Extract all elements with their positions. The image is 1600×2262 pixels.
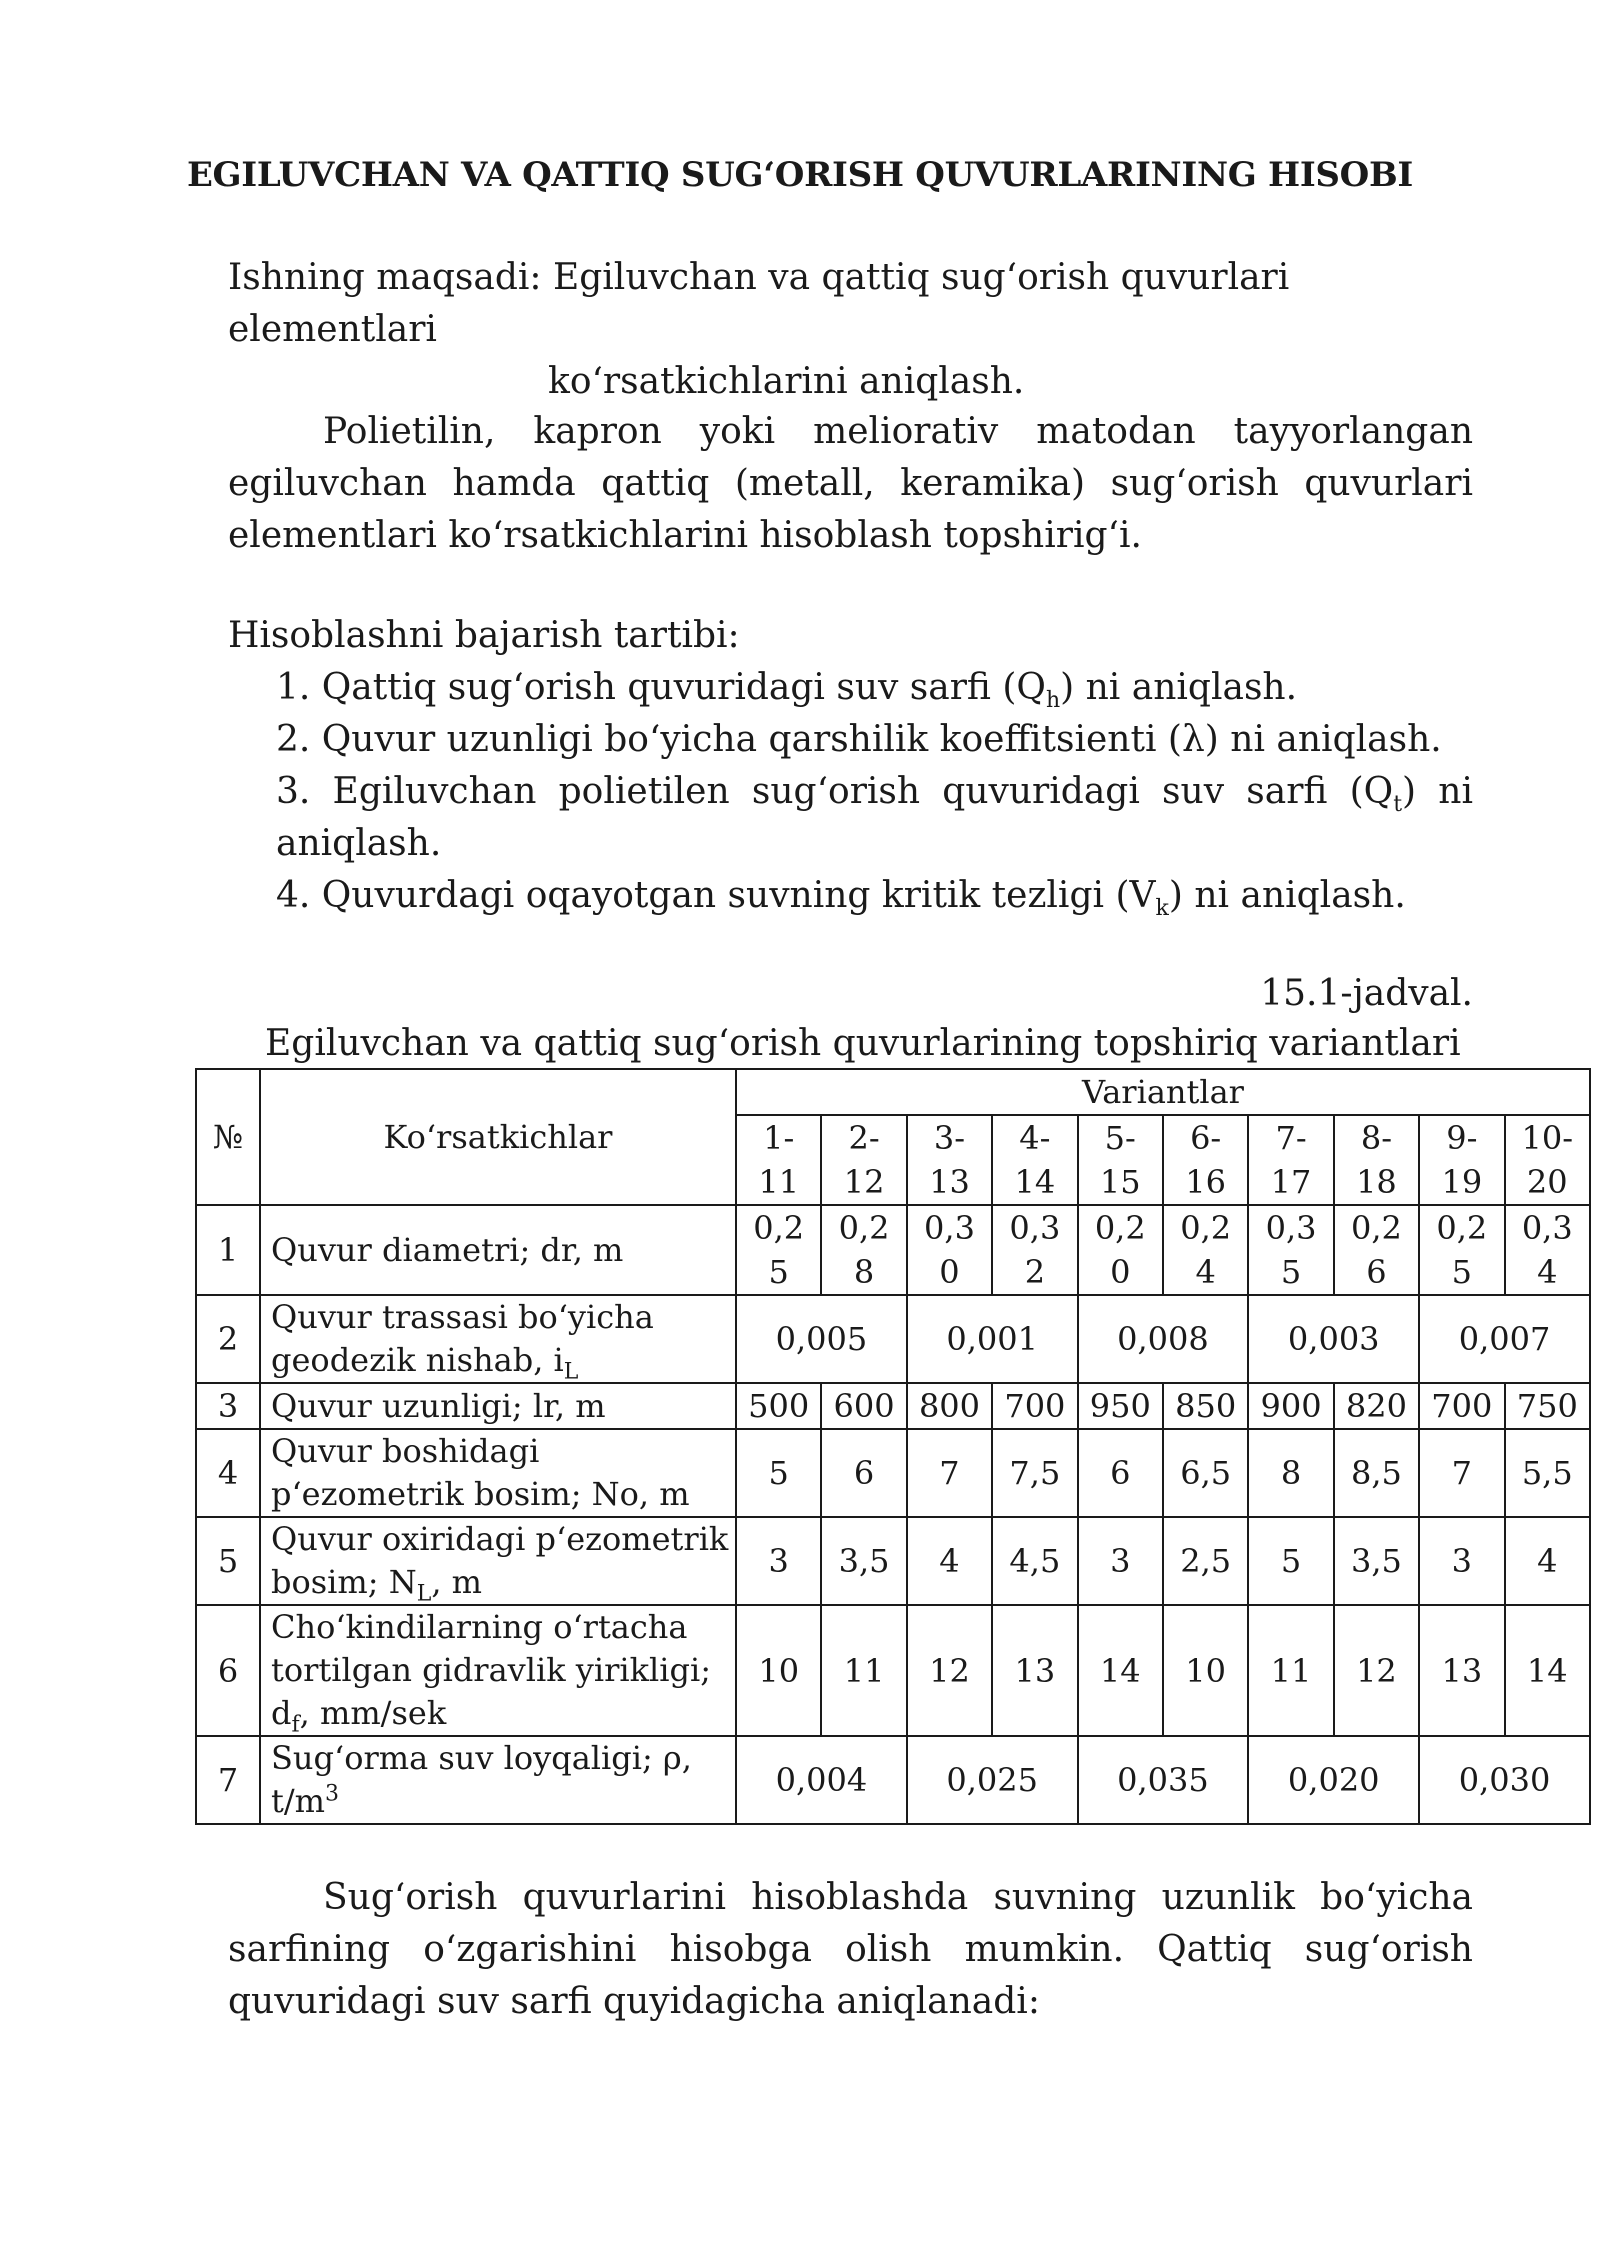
value-cell: 12 bbox=[907, 1605, 992, 1736]
row-number: 7 bbox=[196, 1736, 260, 1824]
table-header-row bbox=[196, 1069, 1590, 1115]
value-cell: 500 bbox=[736, 1383, 821, 1429]
value-cell: 0,020 bbox=[1248, 1736, 1419, 1824]
value-cell: 0,3 2 bbox=[992, 1205, 1077, 1295]
header-variants: Variantlar bbox=[736, 1069, 1590, 1115]
table-row bbox=[196, 1517, 1590, 1605]
step-item: 4. Quvurdagi oqayotgan suvning kritik tezligi $(V_k)$ ni aniqlash. bbox=[276, 875, 1406, 922]
variant-header: 10- 20 bbox=[1505, 1115, 1590, 1205]
value-cell: 5 bbox=[736, 1429, 821, 1517]
row-label: Quvur boshidagi p‘ezometrik bosim; No, m bbox=[260, 1429, 736, 1517]
variant-header: 1- 11 bbox=[736, 1115, 821, 1205]
value-cell: 4 bbox=[1505, 1517, 1590, 1605]
value-cell: 0,2 8 bbox=[821, 1205, 906, 1295]
value-cell: 5,5 bbox=[1505, 1429, 1590, 1517]
value-cell: 0,2 0 bbox=[1078, 1205, 1163, 1295]
value-cell: 6 bbox=[821, 1429, 906, 1517]
value-cell: 8 bbox=[1248, 1429, 1333, 1517]
value-cell: 600 bbox=[821, 1383, 906, 1429]
value-cell: 0,035 bbox=[1078, 1736, 1249, 1824]
value-cell: 12 bbox=[1334, 1605, 1419, 1736]
value-cell: 13 bbox=[992, 1605, 1077, 1736]
value-cell: 0,2 4 bbox=[1163, 1205, 1248, 1295]
value-cell: 10 bbox=[736, 1605, 821, 1736]
value-cell: 11 bbox=[1248, 1605, 1333, 1736]
header-no: № bbox=[196, 1069, 260, 1205]
value-cell: 0,3 5 bbox=[1248, 1205, 1333, 1295]
value-cell: 8,5 bbox=[1334, 1429, 1419, 1517]
value-cell: 10 bbox=[1163, 1605, 1248, 1736]
step-item: 2. Quvur uzunligi bo‘yicha qarshilik koeffitsienti (λ) ni aniqlash. bbox=[276, 719, 1442, 760]
row-label: Cho‘kindilarning o‘rtacha tortilgan gidravlik yirikligi; $d_f$, mm/sek bbox=[260, 1605, 736, 1736]
value-cell: 0,3 0 bbox=[907, 1205, 992, 1295]
value-cell: 4 bbox=[907, 1517, 992, 1605]
row-number: 4 bbox=[196, 1429, 260, 1517]
row-number: 1 bbox=[196, 1205, 260, 1295]
value-cell: 0,030 bbox=[1419, 1736, 1590, 1824]
value-cell: 0,3 4 bbox=[1505, 1205, 1590, 1295]
value-cell: 4,5 bbox=[992, 1517, 1077, 1605]
steps-heading: Hisoblashni bajarish tartibi: bbox=[228, 615, 740, 656]
value-cell: 900 bbox=[1248, 1383, 1333, 1429]
table-row bbox=[196, 1295, 1590, 1383]
value-cell: 950 bbox=[1078, 1383, 1163, 1429]
row-label: Sug‘orma suv loyqaligi; ρ, $t/m^3$ bbox=[260, 1736, 736, 1824]
value-cell: 0,005 bbox=[736, 1295, 907, 1383]
page-title: EGILUVCHAN VA QATTIQ SUG‘ORISH QUVURLARINING HISOBI bbox=[186, 155, 1414, 195]
row-number: 2 bbox=[196, 1295, 260, 1383]
table-row bbox=[196, 1429, 1590, 1517]
after-paragraph bbox=[228, 1872, 1473, 2028]
value-cell: 820 bbox=[1334, 1383, 1419, 1429]
value-cell: 3,5 bbox=[1334, 1517, 1419, 1605]
table-row bbox=[196, 1383, 1590, 1429]
value-cell: 0,025 bbox=[907, 1736, 1078, 1824]
intro-text: Polietilin, kapron yoki meliorativ matodan tayyorlangan egiluvchan hamda qattiq (metall, keramika) sug‘orish quvurlari elementlari ko‘rsatkichlarini hisoblash topshirig‘i. bbox=[228, 411, 1473, 556]
value-cell: 0,001 bbox=[907, 1295, 1078, 1383]
value-cell: 7 bbox=[907, 1429, 992, 1517]
value-cell: 0,007 bbox=[1419, 1295, 1590, 1383]
value-cell: 0,2 6 bbox=[1334, 1205, 1419, 1295]
value-cell: 850 bbox=[1163, 1383, 1248, 1429]
value-cell: 5 bbox=[1248, 1517, 1333, 1605]
variant-header: 9- 19 bbox=[1419, 1115, 1504, 1205]
intro-paragraph bbox=[228, 406, 1473, 562]
variant-header: 8- 18 bbox=[1334, 1115, 1419, 1205]
value-cell: 700 bbox=[1419, 1383, 1504, 1429]
value-cell: 0,003 bbox=[1248, 1295, 1419, 1383]
variant-header: 2- 12 bbox=[821, 1115, 906, 1205]
value-cell: 11 bbox=[821, 1605, 906, 1736]
row-number: 6 bbox=[196, 1605, 260, 1736]
value-cell: 6,5 bbox=[1163, 1429, 1248, 1517]
value-cell: 0,004 bbox=[736, 1736, 907, 1824]
row-number: 3 bbox=[196, 1383, 260, 1429]
after-text: Sug‘orish quvurlarini hisoblashda suvning uzunlik bo‘yicha sarfining o‘zgarishini hisobga olish mumkin. Qattiq sug‘orish quvuridagi suv sarfi quyidagicha aniqlanadi: bbox=[228, 1877, 1473, 2022]
value-cell: 2,5 bbox=[1163, 1517, 1248, 1605]
value-cell: 6 bbox=[1078, 1429, 1163, 1517]
value-cell: 14 bbox=[1078, 1605, 1163, 1736]
goal-line-2: ko‘rsatkichlarini aniqlash. bbox=[548, 361, 1025, 402]
goal-line-1: Ishning maqsadi: Egiluvchan va qattiq sug‘orish quvurlari elementlari bbox=[228, 257, 1290, 350]
header-indicators: Ko‘rsatkichlar bbox=[260, 1069, 736, 1205]
value-cell: 3,5 bbox=[821, 1517, 906, 1605]
variants-table bbox=[195, 1068, 1591, 1825]
variant-header: 7- 17 bbox=[1248, 1115, 1333, 1205]
value-cell: 3 bbox=[1419, 1517, 1504, 1605]
row-label: Quvur trassasi bo‘yicha geodezik nishab, $i_L$ bbox=[260, 1295, 736, 1383]
steps-list bbox=[276, 662, 1473, 922]
value-cell: 13 bbox=[1419, 1605, 1504, 1736]
row-label: Quvur oxiridagi p‘ezometrik bosim; $N_L$, m bbox=[260, 1517, 736, 1605]
value-cell: 800 bbox=[907, 1383, 992, 1429]
value-cell: 0,008 bbox=[1078, 1295, 1249, 1383]
row-label: Quvur uzunligi; lr, m bbox=[260, 1383, 736, 1429]
table-row bbox=[196, 1736, 1590, 1824]
variant-header: 4- 14 bbox=[992, 1115, 1077, 1205]
table-number: 15.1-jadval. bbox=[1260, 973, 1473, 1014]
step-item: 1. Qattiq sug‘orish quvuridagi suv sarfi $(Q_h)$ ni aniqlash. bbox=[276, 667, 1298, 714]
variant-header: 5- 15 bbox=[1078, 1115, 1163, 1205]
value-cell: 0,2 5 bbox=[736, 1205, 821, 1295]
value-cell: 14 bbox=[1505, 1605, 1590, 1736]
row-number: 5 bbox=[196, 1517, 260, 1605]
value-cell: 750 bbox=[1505, 1383, 1590, 1429]
variant-header: 6- 16 bbox=[1163, 1115, 1248, 1205]
value-cell: 0,2 5 bbox=[1419, 1205, 1504, 1295]
value-cell: 3 bbox=[1078, 1517, 1163, 1605]
variant-header: 3- 13 bbox=[907, 1115, 992, 1205]
table-caption: Egiluvchan va qattiq sug‘orish quvurlarining topshiriq variantlari bbox=[265, 1023, 1461, 1064]
step-item: 3. Egiluvchan polietilen sug‘orish quvuridagi suv sarfi $(Q_t)$ ni aniqlash. bbox=[276, 771, 1474, 864]
goal-paragraph bbox=[228, 252, 1473, 408]
table-row bbox=[196, 1205, 1590, 1295]
value-cell: 700 bbox=[992, 1383, 1077, 1429]
value-cell: 3 bbox=[736, 1517, 821, 1605]
table-row bbox=[196, 1605, 1590, 1736]
value-cell: 7 bbox=[1419, 1429, 1504, 1517]
row-label: Quvur diametri; dr, m bbox=[260, 1205, 736, 1295]
value-cell: 7,5 bbox=[992, 1429, 1077, 1517]
